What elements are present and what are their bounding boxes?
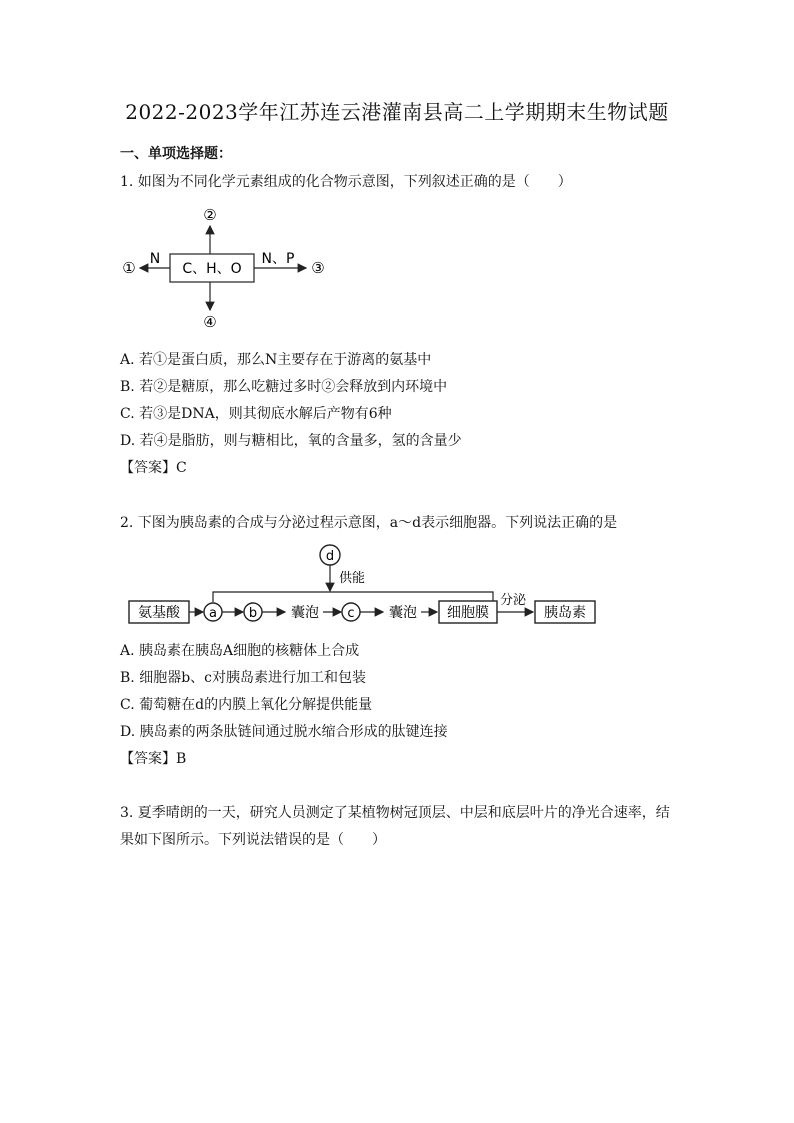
vesicle-1-label: 囊泡 (291, 605, 319, 621)
vesicle-2-label: 囊泡 (389, 605, 417, 621)
insulin-label: 胰岛素 (544, 605, 586, 621)
q1-option-b: B. 若②是糖原，那么吃糖过多时②会释放到内环境中 (120, 379, 448, 395)
q1-compound-diagram (110, 200, 340, 335)
q2-insulin-diagram (125, 540, 605, 630)
organelle-a-label: a (209, 606, 217, 621)
label-2: ② (203, 206, 217, 224)
label-1: ① (122, 259, 136, 277)
q2-option-a: A. 胰岛素在胰岛A细胞的核糖体上合成 (120, 643, 360, 659)
page-title: 2022-2023学年江苏连云港灌南县高二上学期期末生物试题 (125, 100, 669, 124)
organelle-b-label: b (248, 606, 258, 621)
secrete-label: 分泌 (499, 593, 527, 608)
q2-option-c: C. 葡萄糖在d的内膜上氧化分解提供能量 (120, 697, 373, 713)
left-arrow-label: N (149, 251, 161, 267)
q3-stem: 3. 夏季晴朗的一天，研究人员测定了某植物树冠顶层、中层和底层叶片的净光合速率，结果如下图所示。下列说法错误的是（ ） (120, 805, 670, 848)
supply-label: 供能 (339, 571, 366, 586)
q2-option-b: B. 细胞器b、c对胰岛素进行加工和包装 (120, 670, 366, 686)
organelle-d-label: d (325, 549, 335, 564)
q1-option-c: C. 若③是DNA，则其彻底水解后产物有6种 (120, 406, 392, 422)
q1-option-a: A. 若①是蛋白质，那么N主要存在于游离的氨基中 (120, 352, 432, 368)
label-4: ④ (203, 313, 217, 331)
right-arrow-label: N、P (261, 251, 295, 267)
q1-option-d: D. 若④是脂肪，则与糖相比，氧的含量多，氢的含量少 (120, 433, 462, 449)
q2-option-d: D. 胰岛素的两条肽链间通过脱水缩合形成的肽键连接 (120, 724, 448, 740)
q2-answer: 【答案】B (120, 751, 187, 767)
label-3: ③ (311, 259, 325, 277)
q1-answer: 【答案】C (120, 460, 187, 476)
element-box-label: C、H、O (182, 261, 242, 277)
cell-membrane-label: 细胞膜 (447, 605, 489, 621)
q2-stem: 2. 下图为胰岛素的合成与分泌过程示意图，a～d表示细胞器。下列说法正确的是 (120, 515, 618, 531)
section-heading: 一、单项选择题： (120, 146, 232, 162)
organelle-c-label: c (347, 606, 355, 621)
q1-stem: 1. 如图为不同化学元素组成的化合物示意图，下列叙述正确的是（ ） (120, 174, 572, 190)
amino-acid-label: 氨基酸 (138, 605, 180, 621)
